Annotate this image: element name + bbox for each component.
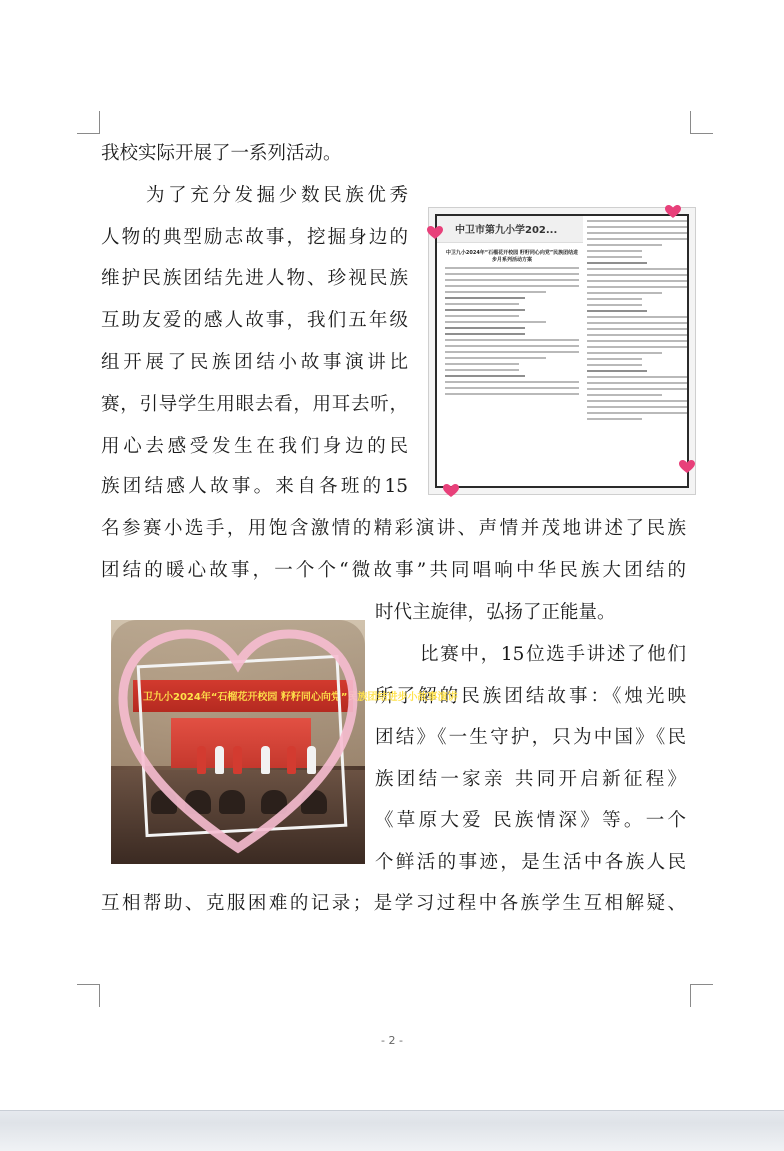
document-figure [428, 207, 696, 495]
margin-mark-bottom-right [690, 984, 713, 1007]
document-figure-left-column [445, 246, 579, 478]
text-line: 族团结感人故事。来自各班的15 [101, 476, 408, 497]
text-line: 所了解的民族团结故事：《烛光映 [375, 686, 686, 707]
text-line: 人物的典型励志故事，挖掘身边的 [101, 227, 408, 248]
text-line: 我校实际开展了一系列活动。 [101, 143, 342, 164]
text-line: 用心去感受发生在我们身边的民 [101, 436, 408, 457]
document-figure-title: 中卫九小2024年“石榴花开校园 籽籽同心向党”民族团结进步月系列活动方案 [445, 250, 579, 263]
heart-frame-icon [111, 620, 365, 864]
text-line: 族团结一家亲 共同开启新征程》 [375, 769, 686, 790]
heart-icon [427, 226, 443, 240]
text-line: 赛，引导学生用眼去看，用耳去听， [101, 394, 408, 415]
margin-mark-bottom-left [77, 984, 100, 1007]
page-number: - 2 - [381, 1034, 403, 1047]
text-line: 比赛中，15位选手讲述了他们 [420, 644, 686, 665]
photo-banner-text: 卫九小2024年“石榴花开校园 籽籽同心向党”民族团结进步小故事演讲 [143, 692, 458, 703]
text-line: 个鲜活的事迹，是生活中各族人民 [375, 852, 686, 873]
text-line: 团结的暖心故事，一个个“微故事”共同唱响中华民族大团结的 [101, 560, 686, 581]
document-figure-right-column [587, 220, 687, 478]
document-figure-frame [435, 214, 689, 488]
heart-icon [679, 460, 695, 474]
text-line: 互相帮助、克服困难的记录；是学习过程中各族学生互相解疑、 [101, 893, 686, 914]
document-figure-header [437, 216, 583, 243]
margin-mark-top-right [690, 111, 713, 134]
text-line: 互助友爱的感人故事，我们五年级 [101, 310, 408, 331]
text-line: 名参赛小选手，用饱含激情的精彩演讲、声情并茂地讲述了民族 [101, 518, 686, 539]
heart-icon [665, 205, 681, 219]
text-line: 时代主旋律，弘扬了正能量。 [375, 602, 616, 623]
event-photo [111, 620, 458, 864]
heart-icon [443, 484, 459, 498]
viewer-bottom-bar [0, 1110, 784, 1151]
text-line: 为了充分发掘少数民族优秀 [146, 185, 408, 206]
margin-mark-top-left [77, 111, 100, 134]
text-line: 维护民族团结先进人物、珍视民族 [101, 268, 408, 289]
text-line: 团结》《一生守护，只为中国》《民 [375, 727, 686, 748]
text-line: 《草原大爱 民族情深》等。一个 [375, 810, 686, 831]
document-figure-header-text: 中卫市第九小学202... [455, 225, 558, 236]
text-line: 组开展了民族团结小故事演讲比 [101, 352, 408, 373]
